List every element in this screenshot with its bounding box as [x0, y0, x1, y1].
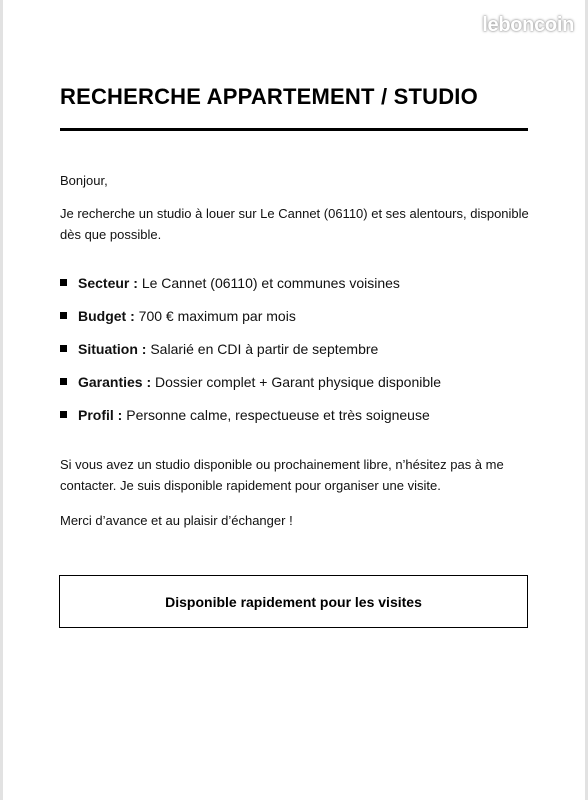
bullet-label: Situation :: [78, 341, 147, 357]
bullet-value: Personne calme, respectueuse et très soigneuse: [126, 407, 430, 423]
bullet-square-icon: [60, 411, 67, 418]
leboncoin-watermark: leboncoin: [482, 14, 574, 36]
title-underline: [60, 128, 528, 131]
bullet-square-icon: [60, 345, 67, 352]
intro-paragraph: Je recherche un studio à louer sur Le Cannet (06110) et ses alentours, disponible dès que possible.: [60, 206, 529, 242]
list-item: [60, 371, 530, 404]
bullet-label: Profil :: [78, 407, 123, 423]
list-item: [60, 305, 530, 338]
bullet-square-icon: [60, 378, 67, 385]
list-item: [60, 404, 530, 437]
bullet-label: Garanties :: [78, 374, 152, 390]
bullet-label: Secteur :: [78, 275, 138, 291]
bullet-value: Le Cannet (06110) et communes voisines: [141, 275, 400, 291]
bullet-value: Salarié en CDI à partir de septembre: [150, 341, 379, 357]
list-item: [60, 272, 530, 305]
thanks-text: Merci d’avance et au plaisir d’échanger !: [60, 513, 293, 528]
details-list: [60, 272, 530, 437]
left-edge: [0, 0, 3, 800]
bullet-square-icon: [60, 312, 67, 319]
availability-text: Disponible rapidement pour les visites: [165, 593, 422, 610]
page-title: RECHERCHE APPARTEMENT / STUDIO: [60, 84, 478, 109]
list-item: [60, 338, 530, 371]
bullet-label: Budget :: [78, 308, 135, 324]
bullet-value: 700 € maximum par mois: [138, 308, 296, 324]
closing-paragraph: Si vous avez un studio disponible ou prochainement libre, n’hésitez pas à me contacter. Je suis disponible rapidement pour organiser une visite.: [60, 457, 504, 493]
greeting-text: Bonjour,: [60, 173, 108, 188]
availability-box: [59, 575, 528, 628]
bullet-square-icon: [60, 279, 67, 286]
bullet-value: Dossier complet + Garant physique disponible: [155, 374, 442, 390]
